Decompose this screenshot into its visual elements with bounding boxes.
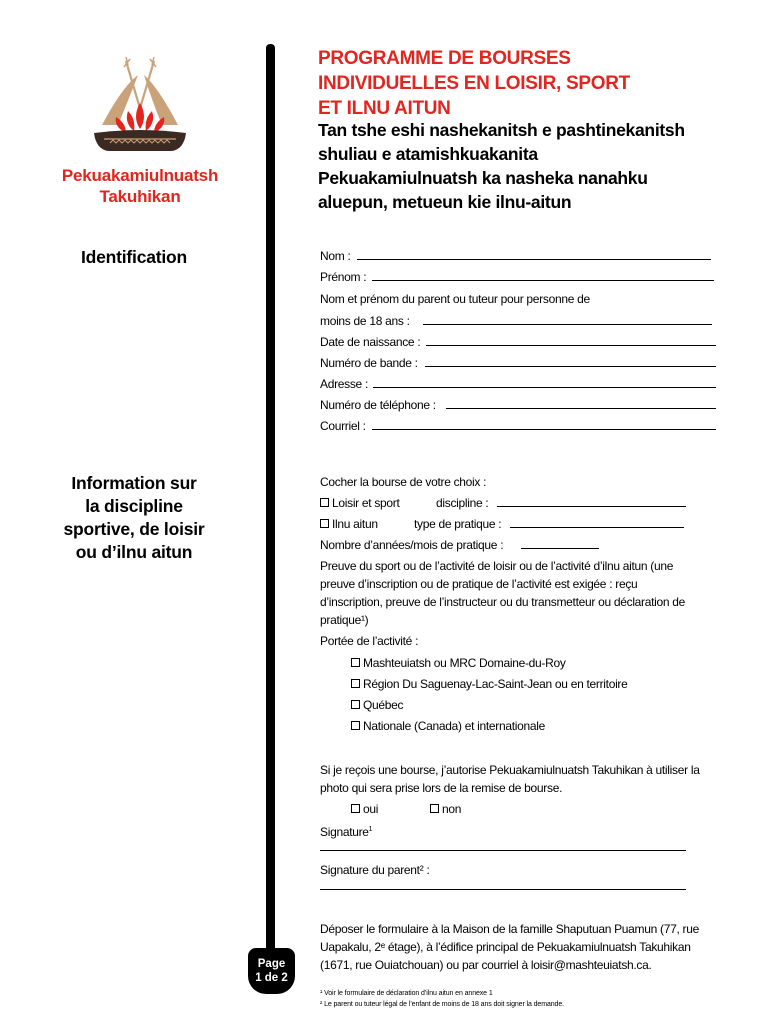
logo-emblem <box>88 55 192 177</box>
telephone-label: Numéro de téléphone : <box>320 398 436 412</box>
portee-label: Portée de l’activité : <box>320 634 419 648</box>
prenom-field[interactable] <box>372 280 714 281</box>
bande-field[interactable] <box>425 366 716 367</box>
courriel-field[interactable] <box>372 429 716 430</box>
naissance-label: Date de naissance : <box>320 335 421 349</box>
deposit-text: Déposer le formulaire à la Maison de la famille Shaputuan Puamun (77, rue Uapakalu, 2ᵉ étage), à l’édifice principal de Pekuakamiulnuatsh Takuhikan (1671, rue Ouiatchouan) ou par courriel à loisir@mashteuiatsh.ca. <box>320 922 699 972</box>
adresse-label: Adresse : <box>320 377 368 391</box>
loisir-option[interactable]: Loisir et sport <box>320 495 400 511</box>
portee-checkbox-3[interactable] <box>351 700 360 709</box>
signature-label: Signature$^1$ <box>320 825 373 839</box>
identification-heading: Identification <box>80 247 188 267</box>
portee-checkbox-4[interactable] <box>351 721 360 730</box>
oui-option[interactable]: oui <box>351 801 378 817</box>
naissance-field[interactable] <box>426 345 716 346</box>
oui-checkbox[interactable] <box>351 804 360 813</box>
loisir-checkbox[interactable] <box>320 498 329 507</box>
prenom-label: Prénom : <box>320 270 367 284</box>
footnote-1: ¹ Voir le formulaire de déclaration d’ilnu aitun en annexe 1 <box>320 990 493 997</box>
non-option[interactable]: non <box>430 801 461 817</box>
adresse-field[interactable] <box>373 387 716 388</box>
program-title: PROGRAMME DE BOURSES INDIVIDUELLES EN LOISIR, SPORT ET ILNU AITUN <box>318 48 630 119</box>
parent-field[interactable] <box>423 324 712 325</box>
signature-field[interactable] <box>320 850 686 851</box>
non-checkbox[interactable] <box>430 804 439 813</box>
cocher-label: Cocher la bourse de votre choix : <box>320 475 487 489</box>
org-name-line1: Pekuakamiulnuatsh <box>61 166 219 185</box>
type-field[interactable] <box>510 527 684 528</box>
portee-option-4[interactable]: Nationale (Canada) et internationale <box>351 718 545 734</box>
telephone-field[interactable] <box>446 408 716 409</box>
parent-label-line1: Nom et prénom du parent ou tuteur pour personne de <box>320 292 590 306</box>
signature-parent-field[interactable] <box>320 889 686 890</box>
program-subtitle: Tan tshe eshi nashekanitsh e pashtinekanitsh shuliau e atamishkuakanita Pekuakamiulnuatsh ka nasheka nanahku aluepun, metueun kie ilnu-aitun <box>318 120 685 212</box>
ilnu-option[interactable]: Ilnu aitun <box>320 516 378 532</box>
portee-checkbox-1[interactable] <box>351 658 360 667</box>
org-name-line2: Takuhikan <box>99 187 181 206</box>
discipline-label: discipline : <box>436 496 489 510</box>
footnote-2: ² Le parent ou tuteur légal de l’enfant de moins de 18 ans doit signer la demande. <box>320 1001 564 1008</box>
consent-text: Si je reçois une bourse, j’autorise Pekuakamiulnuatsh Takuhikan à utiliser la photo qui sera prise lors de la remise de bourse. <box>320 763 700 795</box>
vertical-divider <box>266 44 275 959</box>
nom-label: Nom : <box>320 249 351 263</box>
portee-option-3[interactable]: Québec <box>351 697 403 713</box>
annees-field[interactable] <box>521 548 599 549</box>
parent-label-line2: moins de 18 ans : <box>320 314 410 328</box>
discipline-heading: Information sur la discipline sportive, de loisir ou d’ilnu aitun <box>63 473 205 562</box>
preuve-text: Preuve du sport ou de l’activité de loisir ou de l’activité d’ilnu aitun (une preuve d’inscription ou de pratique de l’activité est exigée : reçu d’inscription, preuve de l’instructeur ou du transmetteur ou déclaration de pratique¹) <box>320 559 686 627</box>
nom-field[interactable] <box>357 259 711 260</box>
ilnu-checkbox[interactable] <box>320 519 329 528</box>
annees-label: Nombre d’années/mois de pratique : <box>320 538 504 552</box>
discipline-field[interactable] <box>497 506 686 507</box>
portee-option-1[interactable]: Mashteuiatsh ou MRC Domaine-du-Roy <box>351 655 566 671</box>
type-label: type de pratique : <box>414 517 502 531</box>
bande-label: Numéro de bande : <box>320 356 418 370</box>
courriel-label: Courriel : <box>320 419 366 433</box>
portee-checkbox-2[interactable] <box>351 679 360 688</box>
page-number-badge: Page 1 de 2 <box>248 948 295 994</box>
portee-option-2[interactable]: Région Du Saguenay-Lac-Saint-Jean ou en territoire <box>351 676 628 692</box>
signature-parent-label: Signature du parent² : <box>320 863 430 877</box>
